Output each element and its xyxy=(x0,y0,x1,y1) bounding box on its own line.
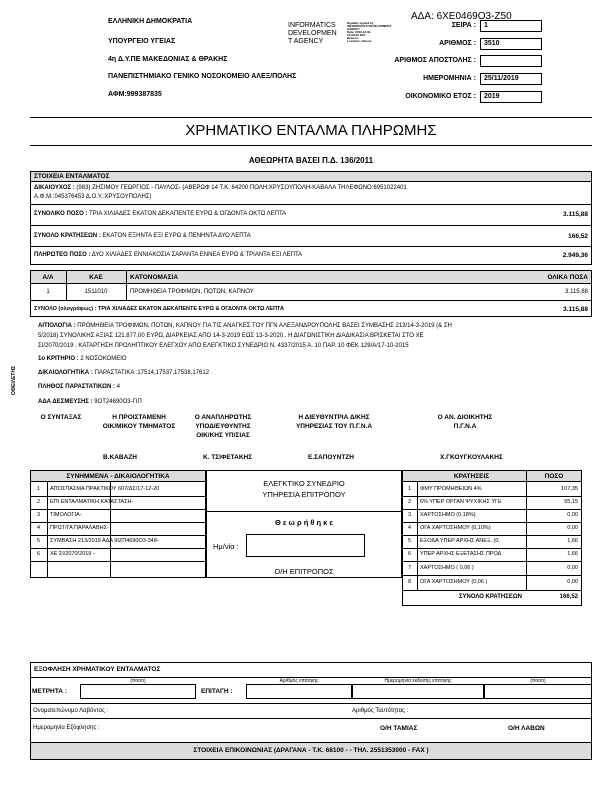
items-col-kae: ΚΑΕ xyxy=(89,274,103,281)
number-label: ΑΡΙΘΜΟΣ : xyxy=(439,40,476,47)
justification-text-3: ΣΙ/2070/2019 , ΚΑΤΑΡΓΗΣΗ ΠΡΟΛΗΠΤΙΚΟΥ ΕΛΕΓΧΟΥ ΑΠΟ ΕΛΕΓΚΤΙΚΟ ΣΥΝΕΔΡΙΟ Ν. 4337/2015 Α. 10 ΠΑΡ. 10 ΦΕΚ 129/Α/17-10-2015 xyxy=(38,343,409,349)
dispatch-number-value xyxy=(480,55,542,67)
stamp-line: Reason: xyxy=(347,36,359,40)
page-title: ΧΡΗΜΑΤΙΚΟ ΕΝΤΑΛΜΑ ΠΛΗΡΩΜΗΣ xyxy=(185,122,437,139)
attached-row-num: 5 xyxy=(36,538,41,544)
divider xyxy=(30,204,592,205)
deductions-col-name: ΚΡΑΤΗΣΕΙΣ xyxy=(453,473,490,480)
role-line: Ο ΑΝΑΠΛΗΡΩΤΗΣ xyxy=(194,414,252,421)
payment-header: ΕΞΟΦΛΗΣΗ ΧΡΗΜΑΤΙΚΟΥ ΕΝΤΑΛΜΑΤΟΣ xyxy=(34,666,161,673)
attached-row-text: ΤΙΜΟΛΟΓΙΑ- xyxy=(50,512,82,518)
items-sum-line xyxy=(34,306,284,312)
withholdings-line xyxy=(34,233,251,239)
warrant-details-header: ΣΤΟΙΧΕΙΑ ΕΝΤΑΛΜΑΤΟΣ xyxy=(34,173,110,180)
beneficiary-line xyxy=(34,185,407,191)
items-sum-label: ΣΥΝΟΛΟ (ολογράφως) : xyxy=(34,306,97,312)
items-sum-value: 3.115,88 xyxy=(563,306,588,313)
payable-label: ΠΛΗΡΩΤΕΟ ΠΟΣΟ : xyxy=(34,252,91,258)
agency-line-3: T AGENCY xyxy=(288,38,324,45)
deduction-row-name: ΧΑΡΤΟΣΗΜΟ ( 0,06 ) xyxy=(420,565,474,571)
number-value: 3510 xyxy=(480,38,542,50)
attached-header: ΣΥΝΗΜΜΕΝΑ - ΔΙΚΑΙΟΛΟΓΗΤΙΚΑ xyxy=(66,473,170,480)
payable-line xyxy=(34,252,302,258)
items-col-amount: ΟΛΙΚΑ ΠΟΣΑ xyxy=(547,274,588,281)
cash-amount-hint: (ποσό) xyxy=(130,678,146,684)
col-rule xyxy=(126,270,127,300)
agency-signature-label xyxy=(288,22,337,46)
receiver-label: Ο/Η ΛΑΒΩΝ xyxy=(508,725,545,732)
title-top-rule xyxy=(30,117,592,118)
signature-role-deputy xyxy=(186,413,260,440)
deduction-row-amount: 1,66 xyxy=(567,538,578,544)
deduction-row-amount: 0,00 xyxy=(567,579,578,585)
divider xyxy=(402,590,582,591)
deduction-row-num: 5 xyxy=(407,538,412,544)
header-line-2: ΥΠΟΥΡΓΕΙΟ ΥΓΕΙΑΣ xyxy=(108,38,176,45)
attached-row-text: ΕΠΙ ΕΝΤΑΛΜΑΤΙΚΗ ΚΑΤΑΣΤΑΣΗ- xyxy=(50,499,134,505)
deductions-total-value: 166,52 xyxy=(559,594,578,600)
side-label: ΟΦΕΙΛΕΤΗΣ xyxy=(11,365,17,395)
criterion-value: 2 ΝΟΣΟΚΟΜΕΙΟ xyxy=(80,356,127,362)
deduction-row-amount: 0,00 xyxy=(567,565,578,571)
cashier-label: Ο/Η ΤΑΜΙΑΣ xyxy=(380,725,418,732)
divider xyxy=(206,511,402,512)
audit-line-2: ΥΠΗΡΕΣΙΑ ΕΠΙΤΡΟΠΟΥ xyxy=(262,490,346,499)
total-amount-value: 3.115,88 xyxy=(563,211,588,218)
withholdings-label: ΣΥΝΟΛΟ ΚΡΑΤΗΣΕΩΝ : xyxy=(34,233,101,239)
deductions-col-amount: ΠΟΣΟ xyxy=(544,473,564,480)
role-line: Ο ΑΝ. ΔΙΟΙΚΗΤΗΣ xyxy=(437,414,493,421)
commitment-label: ΑΔΑ ΔΕΣΜΕΥΣΗΣ : xyxy=(38,399,93,405)
items-col-aa: Α/Α xyxy=(42,274,54,281)
deduction-row-amount: 107,35 xyxy=(561,486,578,492)
attached-row-text: ΣΥΜΒΑΣΗ 213/2019 ΑΔΑ 9ΙΖΠ4690Ο3-348- xyxy=(50,538,159,544)
warrant-details-header-bar xyxy=(30,171,592,182)
col-rule xyxy=(417,482,418,590)
justification-label: ΑΙΤΙΟΛΟΓΙΑ : xyxy=(38,323,76,329)
justification-line-1 xyxy=(38,323,452,329)
items-sum-words: ΤΡΙΑ ΧΙΛΙΑΔΕΣ ΕΚΑΤΟΝ ΔΕΚΑΠΕΝΤΕ ΕΥΡΩ & ΟΓΔΟΝΤΑ ΟΚΤΩ ΛΕΠΤΑ xyxy=(97,306,284,312)
date-label: ΗΜΕΡΟΜΗΝΙΑ : xyxy=(423,75,476,82)
deduction-row-amount: 55,15 xyxy=(564,499,578,505)
agency-line-2: DEVELOPMEN xyxy=(288,30,337,37)
divider xyxy=(402,535,582,536)
beneficiary-value: (983) ΖΗΣΙΜΟΥ ΓΕΩΡΓΙΟΣ - ΠΑΥΛΟΣ- (ΑΒΕΡΩΦ 14 Τ.Κ. 64200 ΠΟΛΗ:ΧΡΥΣΟΥΠΟΛΗ-ΚΑΒΑΛΑ ΤΗΛΕΦΩΝΟ:6951022401 xyxy=(76,185,407,191)
items-row-aa: 1 xyxy=(46,289,50,295)
items-row-name: ΠΡΟΜΗΘΕΙΑ ΤΡΟΦΙΜΩΝ, ΠΟΤΩΝ, ΚΑΠΝΟΥ xyxy=(130,289,254,295)
attached-row-text: ΧΕ ΣΙ/2070/2019 - xyxy=(50,551,95,557)
items-row-amount: 3.115,88 xyxy=(565,289,588,295)
check-date-hint: Ημερομηνία έκδοσης επιταγής xyxy=(384,678,452,684)
deduction-row-amount: 0,00 xyxy=(567,512,578,518)
divider xyxy=(402,522,582,523)
payable-words: ΔΥΟ ΧΙΛΙΑΔΕΣ ΕΝΝΙΑΚΟΣΙΑ ΣΑΡΑΝΤΑ ΕΝΝΕΑ ΕΥΡΩ & ΤΡΙΑΝΤΑ ΕΞΙ ΛΕΠΤΑ xyxy=(91,252,303,258)
withholdings-value: 166,52 xyxy=(568,233,588,240)
header-line-5: ΑΦΜ:999387835 xyxy=(108,91,162,98)
deduction-row-num: 6 xyxy=(407,551,412,557)
attached-row-num: 3 xyxy=(36,512,41,518)
page-subtitle: ΑΘΕΩΡΗΤΑ ΒΑΣΕΙ Π.Δ. 136/2011 xyxy=(248,156,374,165)
receiver-name-label: Ονοματεπώνυμο Λαβόντος : xyxy=(33,708,109,714)
withholdings-words: ΕΚΑΤΟΝ ΕΞΗΝΤΑ ΕΞΙ ΕΥΡΩ & ΠΕΝΗΝΤΑ ΔΥΟ ΛΕΠΤΑ xyxy=(102,233,251,239)
role-line: ΟΙΚ/ΚΗΣ ΥΠ/ΣΙΑΣ xyxy=(196,432,250,439)
header-line-4: ΠΑΝΕΠΙΣΤΗΜΙΑΚΟ ΓΕΝΙΚΟ ΝΟΣΟΚΟΜΕΙΟ ΑΛΕΞ/ΠΟΛΗΣ xyxy=(108,73,297,80)
check-amount-field[interactable] xyxy=(484,684,592,699)
role-line: ΥΠΟΔΙΕΥΘΥΝΤΗΣ xyxy=(195,423,251,430)
deduction-row-name: ΦΜΥ ΠΡΟΜΗΘΕΙΩΝ 4% xyxy=(420,486,482,492)
payment-date-label: Ημερομηνία Εξόφλησης : xyxy=(33,725,100,731)
dispatch-number-label: ΑΡΙΘΜΟΣ ΑΠΟΣΤΟΛΗΣ : xyxy=(394,57,476,64)
justification-text-1: ΠΡΟΜΗΘΕΙΑ ΤΡΟΦΙΜΩΝ, ΠΟΤΩΝ, ΚΑΠΝΟΥ ΓΙΑ ΤΙΣ ΑΝΑΓΚΕΣ ΤΟΥ ΠΓΝ ΑΛΕΞΑΝΔΡΟΥΠΟΛΗΣ ΒΑΣΕΙ ΣΥΜΒΑΣΗΣ 213/14-3-2019 (& ΣΗ xyxy=(77,323,452,329)
stamp-line: INFORMATICS DEVELOPMENT xyxy=(347,24,392,28)
divider xyxy=(30,509,206,510)
role-line: Ο ΣΥΝΤΑΞΑΣ xyxy=(40,414,82,421)
attached-row-text: ΠΡΩΤ/ΓΑ ΠΑΡΑΛΑΒΗΣ- xyxy=(50,525,109,531)
check-number-field[interactable] xyxy=(246,684,352,699)
role-line: Η ΠΡΟΙΣΤΑΜΕΝΗ xyxy=(112,414,166,421)
signature-role-composer xyxy=(30,413,92,422)
doc-count-line xyxy=(38,384,120,390)
deduction-row-num: 2 xyxy=(407,499,412,505)
commitment-line xyxy=(38,399,142,405)
audit-date-field xyxy=(246,534,365,557)
beneficiary-label: ΔΙΚΑΙΟΥΧΟΣ : xyxy=(34,185,75,191)
signature-role-governor xyxy=(420,413,510,431)
commitment-value: 9ΟΤ24690Ο3-ΓΙΠ xyxy=(94,399,142,405)
items-col-name: ΚΑΤΟΝΟΜΑΣΙΑ xyxy=(130,274,179,281)
audit-line-1: ΕΛΕΓΚΤΙΚΟ ΣΥΝΕΔΡΙΟ xyxy=(263,479,345,488)
check-amount-hint: (ποσό) xyxy=(530,678,546,684)
cash-label: ΜΕΤΡΗΤΑ : xyxy=(32,688,67,695)
doc-count-label: ΠΛΗΘΟΣ ΠΑΡΑΣΤΑΤΙΚΩΝ : xyxy=(38,384,115,390)
deduction-row-name: ΟΓΑ ΧΑΡΤΟΣΗΜΟΥ (0,06 ) xyxy=(420,579,488,585)
doc-count-value: 4 xyxy=(116,384,120,390)
deduction-row-num: 8 xyxy=(407,579,412,585)
divider xyxy=(30,548,206,549)
signature-role-director xyxy=(272,413,396,431)
divider xyxy=(402,575,582,576)
deduction-row-name: ΧΑΡΤΟΣΗΜΟ (0,18%) xyxy=(420,512,476,518)
ada-code: ΑΔΑ: 6ΧΕ0469Ο3-Ζ50 xyxy=(411,11,512,22)
check-label: ΕΠΙΤΑΓΗ : xyxy=(201,688,233,695)
deduction-row-amount: 0,00 xyxy=(567,525,578,531)
documents-value: ΠΑΡΑΣΤΑΤΙΚΑ :17514,17537,17538,17612 xyxy=(94,370,210,376)
deduction-row-num: 4 xyxy=(407,525,412,531)
criterion-label: 1ο ΚΡΙΤΗΡΙΟ : xyxy=(38,356,79,362)
stamp-line: AGENCY xyxy=(347,27,360,31)
divider xyxy=(30,718,592,719)
id-number-label: Αριθμός Ταυτότητας : xyxy=(352,708,409,714)
audit-commissioner: Ο/Η ΕΠΙΤΡΟΠΟΣ xyxy=(274,567,334,576)
divider xyxy=(30,246,592,247)
attached-row-num: 4 xyxy=(36,525,41,531)
divider xyxy=(30,522,206,523)
role-line: Π.Γ.Ν.Α xyxy=(453,423,477,430)
divider xyxy=(30,225,592,226)
justification-text-2: 5/2018) ΣΥΝΟΛΙΚΗΣ ΑΞΙΑΣ 121.877,00 ΕΥΡΩ, ΔΙΑΡΚΕΙΑΣ ΑΠΟ 14-3-2019 ΕΩΣ 13-3-2020.. Η ΔΙΑΓΩΝΙΣΤΙΚΗ ΔΙΑΔΙΚΑΣΙΑ ΒΡΙΣΚΕΤΑΙ ΣΤΟ ΧΕ xyxy=(38,333,424,339)
role-line: ΟΙΚ/ΜΙΚΟΥ ΤΜΗΜΑΤΟΣ xyxy=(102,423,176,430)
deduction-row-num: 1 xyxy=(407,486,412,492)
total-amount-label: ΣΥΝΟΛΙΚΟ ΠΟΣΟ : xyxy=(34,211,88,217)
deduction-row-name: ΥΠΕΡ ΑΡΧΗΣ ΕΞΕΤΑΣΗΣ ΠΡΟΔ xyxy=(420,551,502,557)
deduction-row-name: ΕΞΟΔΑ ΥΠΕΡ ΑΡΧΗΣ ΑΝΕΞ. (0, xyxy=(420,538,500,544)
stamp-line: Date: 2019.12.09 xyxy=(347,30,371,34)
agency-line-1: INFORMATICS xyxy=(288,22,336,29)
divider xyxy=(402,509,582,510)
divider xyxy=(30,535,206,536)
deduction-row-num: 3 xyxy=(407,512,412,518)
divider xyxy=(30,561,206,562)
signature-name-4: Χ.ΓΚΟΥΓΚΟΥΛΑΚΗΣ xyxy=(440,454,503,461)
documents-label: ΔΙΚΑΙΟΛΟΓΗΤΙΚΑ : xyxy=(38,370,93,376)
payable-value: 2.949,36 xyxy=(562,252,588,259)
stamp-line: Digitally signed by xyxy=(347,21,374,25)
divider xyxy=(402,496,582,497)
total-amount-line xyxy=(34,211,286,217)
footer-contact: ΣΤΟΙΧΕΙΑ ΕΠΙΚΟΙΝΩΝΙΑΣ (ΔΡΑΓΑΝΑ - Τ.Κ. 68100 - - ΤΗΛ. 2551353000 - FAX ) xyxy=(193,747,429,754)
role-line: Η ΔΙΕΥΘΥΝΤΡΙΑ Δ/ΚΗΣ xyxy=(298,414,370,421)
items-row-kae: 1511010 xyxy=(84,289,108,295)
check-number-hint: Αριθμός επιταγής xyxy=(279,678,319,684)
signature-name-2: Κ. ΤΣΙΦΕΤΑΚΗΣ xyxy=(203,454,253,461)
stamp-line: Location: Athens xyxy=(347,39,372,43)
audit-approved: Θ ε ω ρ ή θ η κ ε xyxy=(275,518,333,527)
attached-row-text: ΑΠΟΣΠΑΣΜΑ ΠΡΑΚΤΙΚΟΥ 607/ΔΣ/17-12-20 xyxy=(50,486,160,492)
series-value: 1 xyxy=(480,20,542,32)
attached-row-num: 1 xyxy=(36,486,41,492)
role-line: ΥΠΗΡΕΣΙΑΣ ΤΟΥ Π.Γ.Ν.Α xyxy=(295,423,373,430)
check-date-field[interactable] xyxy=(352,684,484,699)
attached-row-num: 2 xyxy=(36,499,41,505)
attached-row-num: 6 xyxy=(36,551,41,557)
deduction-row-name: ΟΓΑ ΧΑΡΤΟΣΗΜΟΥ (0,10%) xyxy=(420,525,491,531)
fiscal-year-value: 2019 xyxy=(480,91,542,103)
divider xyxy=(30,300,592,301)
date-value: 25/11/2019 xyxy=(480,73,542,85)
title-bottom-rule xyxy=(30,145,592,146)
divider xyxy=(30,496,206,497)
deduction-row-name: 6% ΥΠΕΡ ΟΡΓΑΝ ΨΥΧΙΚΗΣ ΥΓΕ xyxy=(420,499,502,505)
signature-name-1: Β.ΚΑΒΑΖΗ xyxy=(103,454,137,461)
header-line-1: ΕΛΛΗΝΙΚΗ ΔΗΜΟΚΡΑΤΙΑ xyxy=(108,18,193,25)
criterion-line xyxy=(38,356,127,362)
cash-amount-field[interactable] xyxy=(80,684,196,699)
series-label: ΣΕΙΡΑ : xyxy=(451,22,476,29)
divider xyxy=(30,703,592,704)
audit-date-label: Ημ/νία : xyxy=(213,542,239,551)
deduction-row-amount: 1,66 xyxy=(567,551,578,557)
signature-role-head xyxy=(84,413,194,431)
signature-name-3: Ε.ΣΑΠΟΥΝΤΖΗ xyxy=(308,454,354,461)
documents-line xyxy=(38,370,209,376)
deduction-row-num: 7 xyxy=(407,565,412,571)
beneficiary-afm: Α.Φ.Μ.:045376453 Δ.Ο.Υ.:ΧΡΥΣΟΥΠΟΛΗΣ) xyxy=(34,194,152,200)
divider xyxy=(402,561,582,562)
header-line-3: 4η Δ.Υ.ΠΕ ΜΑΚΕΔΟΝΙΑΣ & ΘΡΑΚΗΣ xyxy=(108,56,228,63)
divider xyxy=(402,548,582,549)
total-amount-words: ΤΡΙΑ ΧΙΛΙΑΔΕΣ ΕΚΑΤΟΝ ΔΕΚΑΠΕΝΤΕ ΕΥΡΩ & ΟΓΔΟΝΤΑ ΟΚΤΩ ΛΕΠΤΑ xyxy=(89,211,287,217)
deductions-total-label: ΣΥΝΟΛΟ ΚΡΑΤΗΣΕΩΝ xyxy=(458,594,522,600)
stamp-line: 13:09:25 EET xyxy=(347,33,366,37)
fiscal-year-label: ΟΙΚΟΝΟΜΙΚΟ ΕΤΟΣ : xyxy=(405,93,476,100)
